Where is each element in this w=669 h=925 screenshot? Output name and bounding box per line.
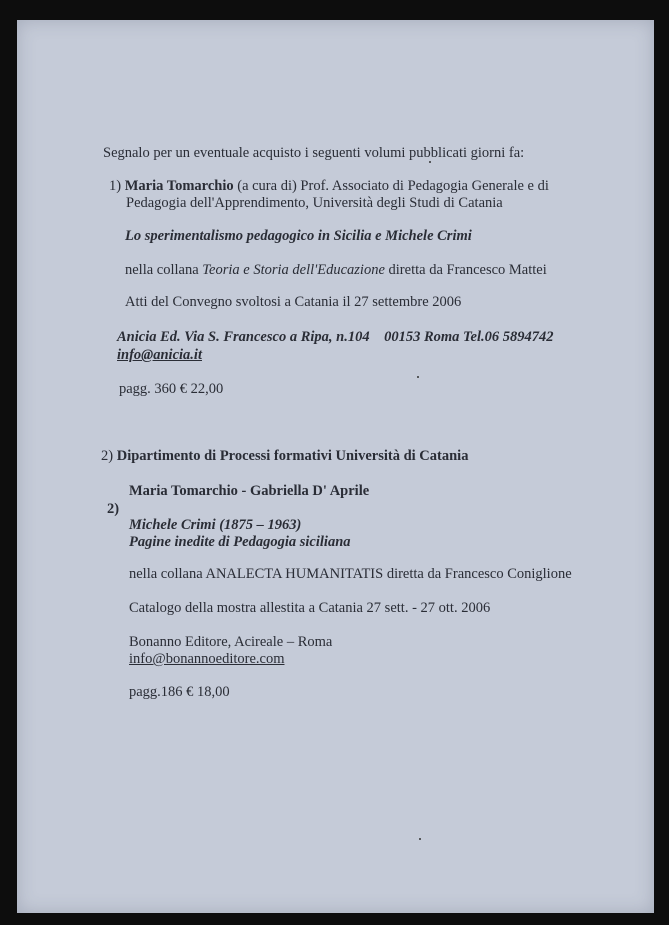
item1-number: 1) bbox=[109, 178, 122, 194]
paper-speck bbox=[417, 376, 419, 378]
paper-speck bbox=[429, 161, 431, 163]
item2-subtitle: Pagine inedite di Pedagogia siciliana bbox=[129, 534, 351, 550]
paper-speck bbox=[419, 838, 421, 840]
item1-author: Maria Tomarchio bbox=[124, 178, 234, 194]
item2-authors: Maria Tomarchio - Gabriella D' Aprile bbox=[129, 483, 370, 499]
item2-number: 2) bbox=[107, 501, 120, 517]
item1-role: (a cura di) Prof. Associato di Pedagogia Generale e di bbox=[237, 178, 549, 194]
item1-role-continued: Pedagogia dell'Apprendimento, Università degli Studi di Catania bbox=[126, 195, 503, 211]
item1-price: pagg. 360 € 22,00 bbox=[119, 381, 224, 397]
item2-price: pagg.186 € 18,00 bbox=[129, 684, 230, 700]
item1-entry bbox=[109, 178, 549, 195]
item1-series-suffix: diretta da Francesco Mattei bbox=[384, 262, 547, 278]
intro-text: Segnalo per un eventuale acquisto i seguenti volumi pubblicati giorni fa: bbox=[103, 145, 525, 161]
item2-header-text: Dipartimento di Processi formativi Università di Catania bbox=[116, 448, 469, 464]
item1-series-name: Teoria e Storia dell'Educazione bbox=[202, 262, 385, 278]
item2-header bbox=[101, 448, 468, 465]
item1-series-prefix: nella collana bbox=[125, 262, 203, 278]
item1-email-link[interactable]: info@anicia.it bbox=[117, 347, 202, 363]
item2-catalog: Catalogo della mostra allestita a Catania 27 sett. - 27 ott. 2006 bbox=[129, 600, 491, 616]
document-page bbox=[17, 20, 654, 913]
item1-series bbox=[125, 262, 547, 279]
item2-header-number: 2) bbox=[101, 448, 114, 464]
item2-series: nella collana ANALECTA HUMANITATIS diretta da Francesco Coniglione bbox=[129, 566, 572, 582]
item2-publisher: Bonanno Editore, Acireale – Roma bbox=[129, 634, 333, 650]
item1-proceedings: Atti del Convegno svoltosi a Catania il 27 settembre 2006 bbox=[125, 294, 462, 310]
item1-title: Lo sperimentalismo pedagogico in Sicilia e Michele Crimi bbox=[125, 228, 472, 244]
item1-publisher: Anicia Ed. Via S. Francesco a Ripa, n.104 00153 Roma Tel.06 5894742 bbox=[117, 329, 554, 345]
item2-email-link[interactable]: info@bonannoeditore.com bbox=[129, 651, 285, 667]
item2-title: Michele Crimi (1875 – 1963) bbox=[129, 517, 302, 533]
